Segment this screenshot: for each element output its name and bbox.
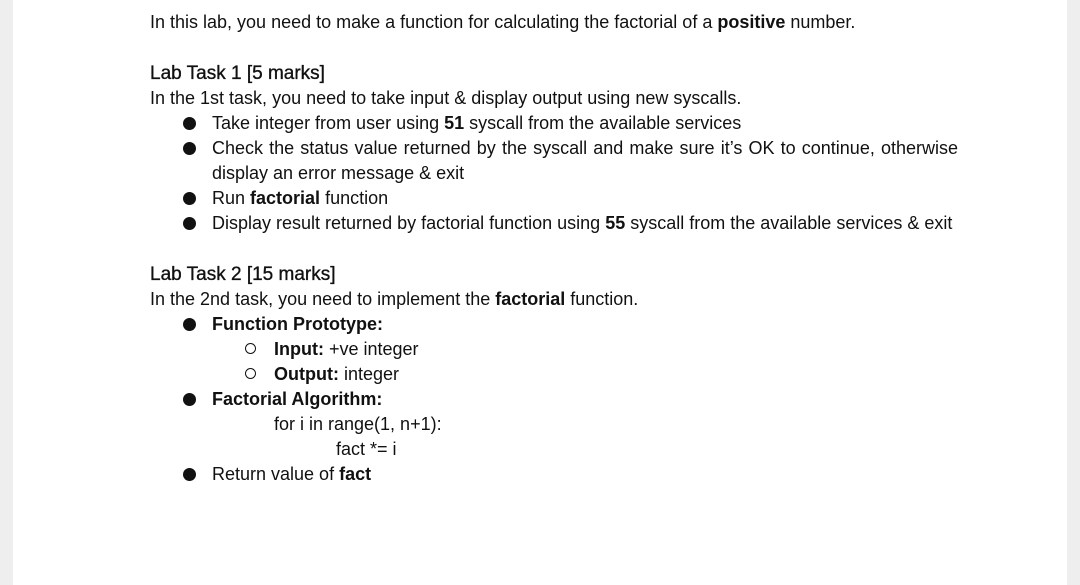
prototype-output [150, 362, 958, 387]
task1-heading: Lab Task 1 [5 marks] [150, 63, 325, 84]
task1-item-input [150, 111, 958, 136]
desc-text-end: function. [565, 289, 639, 309]
input-value: +ve integer [323, 339, 419, 359]
return-bold: fact [339, 464, 372, 484]
intro-paragraph [150, 10, 958, 35]
prototype-input [150, 337, 958, 362]
document-page [13, 0, 1067, 585]
task1-item-display [150, 211, 958, 236]
return-text: Return value of [212, 464, 340, 484]
task2-item-algorithm [150, 387, 958, 412]
input-label: Input: [274, 339, 324, 359]
algorithm-label: Factorial Algorithm: [212, 389, 383, 409]
task2-item-return [150, 462, 958, 487]
item-bold: 51 [444, 113, 465, 133]
item-text: Run [212, 188, 251, 208]
task2-item-prototype [150, 312, 958, 337]
intro-bold: positive [717, 12, 786, 32]
code-line-loop: for i in range(1, n+1): [274, 414, 442, 434]
task1-list [150, 111, 958, 236]
output-label: Output: [274, 364, 339, 384]
item-bold: factorial [250, 188, 321, 208]
task1-item-status: Check the status value returned by the syscall and make sure it’s OK to continue, otherwise display an error message & exit [150, 136, 958, 186]
item-text-end: function [320, 188, 389, 208]
item-bold: 55 [605, 213, 626, 233]
task2-heading: Lab Task 2 [15 marks] [150, 264, 336, 285]
task2-description [150, 287, 958, 312]
task1-item-run [150, 186, 958, 211]
document-content [150, 10, 958, 487]
code-line-body: fact *= i [336, 439, 397, 459]
prototype-label: Function Prototype: [212, 314, 383, 334]
intro-text: In this lab, you need to make a function for calculating the factorial of a [150, 12, 718, 32]
desc-bold: factorial [495, 289, 566, 309]
output-value: integer [338, 364, 400, 384]
task1-description: In the 1st task, you need to take input & display output using new syscalls. [150, 88, 742, 108]
desc-text: In the 2nd task, you need to implement the [150, 289, 496, 309]
spacer [150, 35, 958, 61]
task2-list [150, 312, 958, 487]
item-text: Display result returned by factorial function using [212, 213, 606, 233]
intro-text-end: number. [785, 12, 856, 32]
item-text: Take integer from user using [212, 113, 445, 133]
spacer [150, 236, 958, 262]
item-text-end: syscall from the available services & exit [625, 213, 953, 233]
item-text-end: syscall from the available services [464, 113, 742, 133]
